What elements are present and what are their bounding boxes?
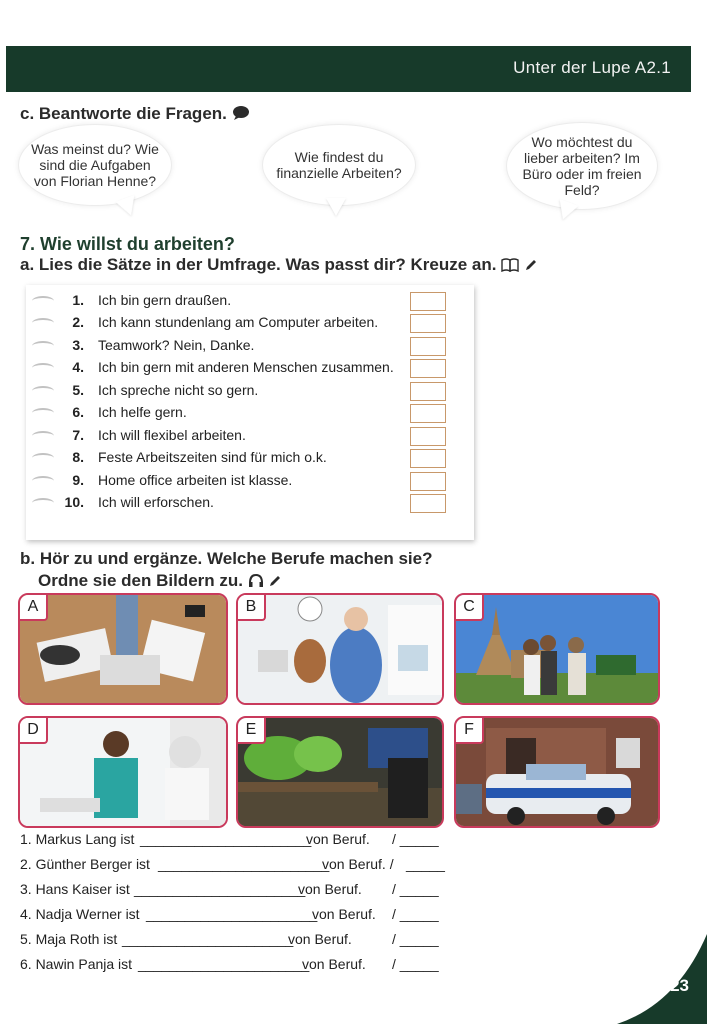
survey-item-number: 5. [72,382,84,398]
section-7b-heading-line2 [38,571,282,593]
question-bubble-1-text: Was meinst du? Wie sind die Aufgaben von Florian Henne? [31,141,159,189]
survey-item [26,472,474,494]
survey-item-text: Ich will flexibel arbeiten. [98,427,246,443]
fill-in-row-3 [20,881,460,901]
survey-item-text: Ich helfe gern. [98,404,187,420]
survey-item [26,359,474,381]
survey-item-text: Ich bin gern mit anderen Menschen zusammen. [98,359,394,375]
fill-in-end: von Beruf. / [322,856,394,872]
survey-item [26,427,474,449]
survey-item-text: Teamwork? Nein, Danke. [98,337,255,353]
fill-in-start: 6. Nawin Panja ist [20,956,133,972]
fill-in-row-2 [20,856,460,876]
pin-mark [32,476,54,486]
pin-mark [32,318,54,328]
question-bubble-3-text: Wo möchtest du lieber arbeiten? Im Büro oder im freien Feld? [522,134,642,198]
question-bubble-1 [18,124,172,206]
survey-item [26,337,474,359]
survey-checkbox[interactable] [410,449,446,468]
fill-in-letter-blank[interactable]: / _____ [392,881,439,897]
survey-item-text: Ich kann stundenlang am Computer arbeiten. [98,314,379,330]
fill-in-letter-blank[interactable]: / _____ [392,931,439,947]
fill-in-letter-blank[interactable]: / _____ [392,831,439,847]
survey-item [26,404,474,426]
fill-in-end: von Beruf. [288,931,352,947]
pin-mark [32,386,54,396]
photo-e-label: E [238,718,266,744]
photo-a-label: A [20,595,48,621]
survey-item [26,449,474,471]
fill-in-start: 3. Hans Kaiser ist [20,881,130,897]
photo-f-police-car [454,716,660,828]
fill-in-row-6 [20,956,460,976]
photo-f-label: F [456,718,484,744]
survey-item-number: 2. [72,314,84,330]
survey-item-number: 8. [72,449,84,465]
pin-mark [32,498,54,508]
pin-mark [32,341,54,351]
survey-item [26,314,474,336]
speech-bubble-icon [232,105,250,126]
fill-in-letter-blank[interactable]: / _____ [392,906,439,922]
survey-checkbox[interactable] [410,314,446,333]
survey-checkbox[interactable] [410,427,446,446]
pin-mark [32,296,54,306]
section-c-heading-text: c. Beantworte die Fragen. [20,104,227,123]
pencil-icon [524,257,538,277]
survey-checkbox[interactable] [410,337,446,356]
photo-c-tourists-temple [454,593,660,705]
book-icon [501,257,519,277]
bubble-tail-2 [326,198,346,216]
fill-in-row-4 [20,906,460,926]
survey-item-text: Home office arbeiten ist klasse. [98,472,293,488]
survey-checkbox[interactable] [410,359,446,378]
fill-in-end: von Beruf. [312,906,376,922]
survey-item-number: 10. [64,494,84,510]
fill-in-start: 1. Markus Lang ist [20,831,135,847]
fill-in-end: von Beruf. [298,881,362,897]
fill-in-letter-blank[interactable]: _____ [406,856,445,872]
section-c-heading [20,104,250,126]
survey-checkbox[interactable] [410,382,446,401]
section-7a-heading [20,255,538,277]
survey-checkbox[interactable] [410,292,446,311]
fill-in-start: 5. Maja Roth ist [20,931,118,947]
survey-checkbox[interactable] [410,472,446,491]
photo-d-label: D [20,718,48,744]
page-corner-tab [617,934,707,1024]
survey-card [26,285,474,540]
header-title: Unter der Lupe A2.1 [513,58,671,77]
photo-b-vet-dog [236,593,444,705]
fill-in-blank[interactable]: ______________________ [146,906,318,922]
survey-checkbox[interactable] [410,404,446,423]
fill-in-row-5 [20,931,460,951]
fill-in-blank[interactable]: ______________________ [122,931,294,947]
pencil-icon [268,573,282,593]
pin-mark [32,363,54,373]
survey-checkbox[interactable] [410,494,446,513]
fill-in-start: 2. Günther Berger ist [20,856,150,872]
survey-item-text: Ich will erforschen. [98,494,214,510]
section-7a-text: a. Lies die Sätze in der Umfrage. Was passt dir? Kreuze an. [20,255,497,274]
photo-c-label: C [456,595,484,621]
headphones-icon [248,573,264,593]
section-7b-line2-text: Ordne sie den Bildern zu. [38,571,243,590]
page-number: 23 [670,976,689,995]
survey-item-number: 9. [72,472,84,488]
survey-item [26,292,474,314]
photo-e-gardener [236,716,444,828]
survey-item [26,494,474,516]
photo-a-laptop-desk [18,593,228,705]
survey-item [26,382,474,404]
fill-in-letter-blank[interactable]: / _____ [392,956,439,972]
section-7-heading: 7. Wie willst du arbeiten? [20,234,235,254]
question-bubble-2-text: Wie findest du finanzielle Arbeiten? [276,149,402,181]
fill-in-row-1 [20,831,460,851]
question-bubble-3 [506,122,658,210]
photo-d-nurse-patient [18,716,228,828]
survey-item-text: Feste Arbeitszeiten sind für mich o.k. [98,449,327,465]
pin-mark [32,408,54,418]
section-7b-heading-line1: b. Hör zu und ergänze. Welche Berufe machen sie? [20,549,433,568]
survey-item-number: 6. [72,404,84,420]
photo-b-label: B [238,595,266,621]
fill-in-end: von Beruf. [306,831,370,847]
survey-item-number: 4. [72,359,84,375]
survey-item-number: 7. [72,427,84,443]
survey-item-text: Ich spreche nicht so gern. [98,382,259,398]
survey-item-text: Ich bin gern draußen. [98,292,232,308]
fill-in-blank[interactable]: ______________________ [140,831,312,847]
fill-in-blank[interactable]: ______________________ [134,881,306,897]
fill-in-blank[interactable]: ______________________ [138,956,310,972]
pin-mark [32,431,54,441]
pin-mark [32,453,54,463]
fill-in-end: von Beruf. [302,956,366,972]
fill-in-start: 4. Nadja Werner ist [20,906,140,922]
question-bubble-2 [262,124,416,206]
fill-in-blank[interactable]: ______________________ [158,856,330,872]
survey-item-number: 3. [72,337,84,353]
survey-item-number: 1. [72,292,84,308]
